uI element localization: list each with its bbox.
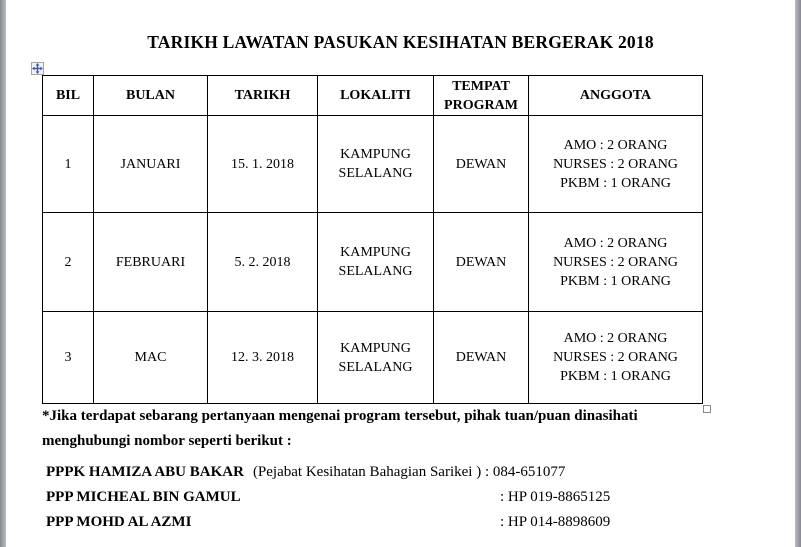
page-title: TARIKH LAWATAN PASUKAN KESIHATAN BERGERAK 2018 bbox=[147, 32, 654, 52]
cell-anggota bbox=[529, 213, 703, 312]
contact-detail: : HP 019-8865125 bbox=[500, 489, 611, 505]
cell-tempat-program: DEWAN bbox=[434, 116, 529, 213]
contact-name: PPP MOHD AL AZMI bbox=[46, 514, 192, 530]
col-header-tarikh: TARIKH bbox=[208, 76, 318, 116]
contact-line bbox=[46, 460, 746, 485]
cell-tarikh: 15. 1. 2018 bbox=[208, 116, 318, 213]
anggota-line: NURSES : 2 ORANG bbox=[553, 156, 678, 172]
cell-lokaliti: KAMPUNG SELALANG bbox=[318, 312, 434, 404]
cell-lokaliti: KAMPUNG SELALANG bbox=[318, 116, 434, 213]
cell-bulan: MAC bbox=[94, 312, 208, 404]
table-move-handle-icon[interactable] bbox=[31, 62, 44, 75]
anggota-line: NURSES : 2 ORANG bbox=[553, 350, 678, 365]
page-left-edge bbox=[0, 0, 6, 547]
contact-name: PPP MICHEAL BIN GAMUL bbox=[46, 489, 241, 505]
footnote bbox=[42, 404, 722, 454]
cell-bil: 3 bbox=[43, 312, 94, 404]
schedule-table bbox=[42, 75, 703, 404]
anggota-line: PKBM : 1 ORANG bbox=[560, 175, 671, 191]
anggota-line: AMO : 2 ORANG bbox=[563, 235, 668, 251]
cell-tarikh: 12. 3. 2018 bbox=[208, 312, 318, 404]
contact-line bbox=[46, 510, 746, 535]
footnote-line-1: *Jika terdapat sebarang pertanyaan mengenai program tersebut, pihak tuan/puan dinasihati bbox=[42, 408, 638, 424]
anggota-line: PKBM : 1 ORANG bbox=[560, 273, 671, 289]
anggota-line: AMO : 2 ORANG bbox=[563, 331, 668, 346]
footnote-line-2: menghubungi nombor seperti berikut : bbox=[42, 433, 292, 449]
move-cross-icon bbox=[32, 63, 43, 74]
table-row bbox=[43, 312, 703, 404]
col-header-bil: BIL bbox=[43, 76, 94, 116]
col-header-bulan: BULAN bbox=[94, 76, 208, 116]
cell-bil: 2 bbox=[43, 213, 94, 312]
contact-detail: : HP 014-8898609 bbox=[500, 514, 611, 530]
table-row bbox=[43, 213, 703, 312]
cell-tempat-program: DEWAN bbox=[434, 213, 529, 312]
cell-anggota bbox=[529, 116, 703, 213]
cell-tarikh: 5. 2. 2018 bbox=[208, 213, 318, 312]
table-header-row bbox=[43, 76, 703, 116]
anggota-line: PKBM : 1 ORANG bbox=[560, 369, 671, 384]
col-header-anggota: ANGGOTA bbox=[529, 76, 703, 116]
contact-name: PPPK HAMIZA ABU BAKAR bbox=[46, 464, 244, 480]
anggota-line: NURSES : 2 ORANG bbox=[553, 254, 678, 270]
contact-detail: (Pejabat Kesihatan Bahagian Sarikei ) : 084-651077 bbox=[252, 464, 566, 480]
table-row bbox=[43, 116, 703, 213]
page-right-edge bbox=[795, 0, 801, 547]
cell-bulan: FEBRUARI bbox=[94, 213, 208, 312]
col-header-lokaliti: LOKALITI bbox=[318, 76, 434, 116]
cell-tempat-program: DEWAN bbox=[434, 312, 529, 404]
anggota-line: AMO : 2 ORANG bbox=[563, 137, 668, 153]
cell-anggota bbox=[529, 312, 703, 404]
contact-line bbox=[46, 485, 746, 510]
cell-bulan: JANUARI bbox=[94, 116, 208, 213]
col-header-tempat-program: TEMPAT PROGRAM bbox=[434, 76, 529, 116]
cell-lokaliti: KAMPUNG SELALANG bbox=[318, 213, 434, 312]
cell-bil: 1 bbox=[43, 116, 94, 213]
contact-list bbox=[46, 460, 746, 535]
